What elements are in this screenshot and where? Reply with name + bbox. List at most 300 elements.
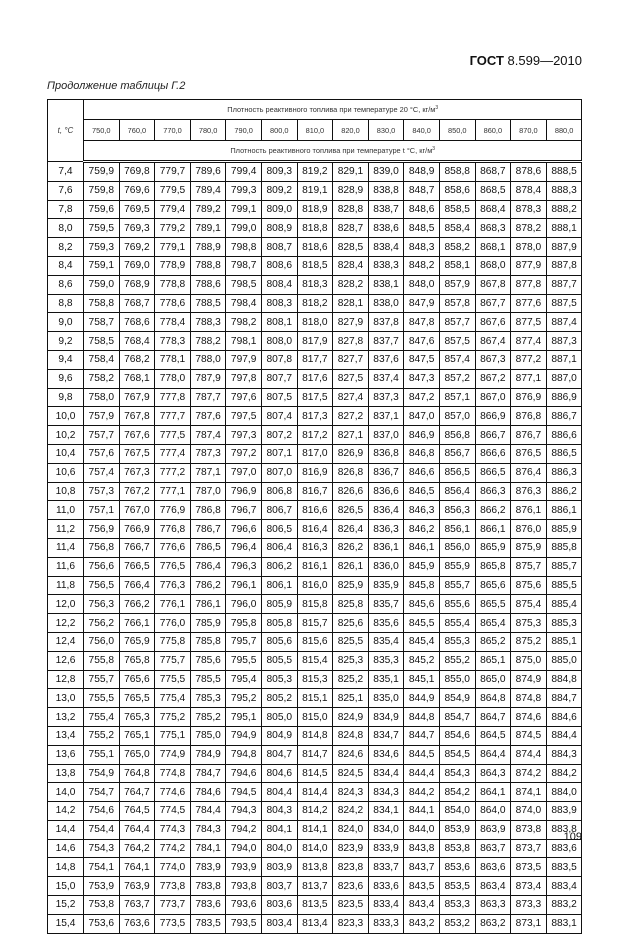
density-cell: 837,1 bbox=[368, 407, 404, 426]
density-cell: 767,5 bbox=[119, 444, 155, 463]
density-cell: 774,8 bbox=[155, 764, 191, 783]
density-cell: 807,5 bbox=[261, 388, 297, 407]
density-cell: 813,7 bbox=[297, 877, 333, 896]
density-cell: 796,1 bbox=[226, 576, 262, 595]
density-cell: 785,5 bbox=[190, 670, 226, 689]
density-cell: 806,1 bbox=[261, 576, 297, 595]
density-cell: 766,7 bbox=[119, 538, 155, 557]
density-cell: 787,1 bbox=[190, 463, 226, 482]
density-cell: 794,3 bbox=[226, 802, 262, 821]
density-cell: 875,9 bbox=[511, 538, 547, 557]
density-cell: 876,0 bbox=[511, 520, 547, 539]
density-cell: 769,2 bbox=[119, 238, 155, 257]
density-cell: 787,0 bbox=[190, 482, 226, 501]
density-cell: 826,8 bbox=[333, 463, 369, 482]
density-cell: 773,8 bbox=[155, 877, 191, 896]
density-cell: 886,3 bbox=[546, 463, 582, 482]
temperature-cell: 7,4 bbox=[48, 162, 84, 182]
density-cell: 865,8 bbox=[475, 557, 511, 576]
density-cell: 828,2 bbox=[333, 275, 369, 294]
density-cell: 857,8 bbox=[439, 294, 475, 313]
density-cell: 758,2 bbox=[84, 369, 120, 388]
density-cell: 875,4 bbox=[511, 595, 547, 614]
table-row bbox=[48, 764, 582, 783]
temperature-cell: 7,8 bbox=[48, 200, 84, 219]
density-cell: 754,9 bbox=[84, 764, 120, 783]
density-cell: 776,0 bbox=[155, 614, 191, 633]
density-cell: 764,7 bbox=[119, 783, 155, 802]
table-row bbox=[48, 275, 582, 294]
density-cell: 824,9 bbox=[333, 708, 369, 727]
table-row bbox=[48, 256, 582, 275]
density-cell: 835,6 bbox=[368, 614, 404, 633]
table-row bbox=[48, 482, 582, 501]
density-cell: 798,5 bbox=[226, 275, 262, 294]
density-cell: 863,7 bbox=[475, 839, 511, 858]
density-cell: 873,7 bbox=[511, 839, 547, 858]
density-cell: 873,1 bbox=[511, 914, 547, 933]
density-cell: 838,3 bbox=[368, 256, 404, 275]
temperature-cell: 9,8 bbox=[48, 388, 84, 407]
density-cell: 814,4 bbox=[297, 783, 333, 802]
density-cell: 836,0 bbox=[368, 557, 404, 576]
density-cell: 806,5 bbox=[261, 520, 297, 539]
density-cell: 884,3 bbox=[546, 745, 582, 764]
density-cell: 764,8 bbox=[119, 764, 155, 783]
density-cell: 798,7 bbox=[226, 256, 262, 275]
density-cell: 825,5 bbox=[333, 632, 369, 651]
density-cell: 804,9 bbox=[261, 726, 297, 745]
density-cell: 759,5 bbox=[84, 219, 120, 238]
temperature-cell: 10,4 bbox=[48, 444, 84, 463]
density-cell: 838,7 bbox=[368, 200, 404, 219]
temperature-cell: 9,6 bbox=[48, 369, 84, 388]
density-cell: 803,6 bbox=[261, 896, 297, 915]
table-row bbox=[48, 745, 582, 764]
density-cell: 856,5 bbox=[439, 463, 475, 482]
table-row bbox=[48, 407, 582, 426]
density-cell: 794,6 bbox=[226, 764, 262, 783]
density-cell: 845,9 bbox=[404, 557, 440, 576]
density-cell: 883,5 bbox=[546, 858, 582, 877]
density-cell: 805,5 bbox=[261, 651, 297, 670]
density-cell: 887,8 bbox=[546, 256, 582, 275]
column-header-value: 810,0 bbox=[297, 120, 333, 141]
density-cell: 855,9 bbox=[439, 557, 475, 576]
density-cell: 793,9 bbox=[226, 858, 262, 877]
density-cell: 767,9 bbox=[119, 388, 155, 407]
density-cell: 776,1 bbox=[155, 595, 191, 614]
density-cell: 863,2 bbox=[475, 914, 511, 933]
column-header-value: 840,0 bbox=[404, 120, 440, 141]
density-cell: 814,1 bbox=[297, 820, 333, 839]
density-cell: 856,7 bbox=[439, 444, 475, 463]
density-cell: 825,1 bbox=[333, 689, 369, 708]
density-cell: 844,0 bbox=[404, 820, 440, 839]
table-row bbox=[48, 332, 582, 351]
density-cell: 858,4 bbox=[439, 219, 475, 238]
temperature-cell: 12,8 bbox=[48, 670, 84, 689]
table-row bbox=[48, 369, 582, 388]
table-row bbox=[48, 651, 582, 670]
density-cell: 817,2 bbox=[297, 426, 333, 445]
density-cell: 837,6 bbox=[368, 350, 404, 369]
temperature-cell: 10,8 bbox=[48, 482, 84, 501]
density-cell: 827,1 bbox=[333, 426, 369, 445]
density-cell: 868,4 bbox=[475, 200, 511, 219]
density-cell: 865,2 bbox=[475, 632, 511, 651]
document-id-number: 8.599—2010 bbox=[503, 53, 582, 68]
density-cell: 788,2 bbox=[190, 332, 226, 351]
table-row bbox=[48, 632, 582, 651]
table-header bbox=[48, 100, 582, 162]
density-cell: 887,5 bbox=[546, 294, 582, 313]
density-cell: 857,9 bbox=[439, 275, 475, 294]
temperature-cell: 12,4 bbox=[48, 632, 84, 651]
density-cell: 769,6 bbox=[119, 181, 155, 200]
density-cell: 786,7 bbox=[190, 520, 226, 539]
density-cell: 827,9 bbox=[333, 313, 369, 332]
table-row bbox=[48, 426, 582, 445]
density-cell: 875,0 bbox=[511, 651, 547, 670]
density-cell: 853,6 bbox=[439, 858, 475, 877]
table-row bbox=[48, 802, 582, 821]
density-cell: 815,6 bbox=[297, 632, 333, 651]
temperature-cell: 11,8 bbox=[48, 576, 84, 595]
density-cell: 814,5 bbox=[297, 764, 333, 783]
density-cell: 883,4 bbox=[546, 877, 582, 896]
density-cell: 834,6 bbox=[368, 745, 404, 764]
column-header-value: 790,0 bbox=[226, 120, 262, 141]
density-cell: 826,5 bbox=[333, 501, 369, 520]
density-cell: 774,0 bbox=[155, 858, 191, 877]
density-cell: 806,8 bbox=[261, 482, 297, 501]
density-cell: 804,0 bbox=[261, 839, 297, 858]
density-cell: 883,6 bbox=[546, 839, 582, 858]
density-cell: 768,4 bbox=[119, 332, 155, 351]
density-cell: 805,2 bbox=[261, 689, 297, 708]
density-cell: 864,3 bbox=[475, 764, 511, 783]
density-cell: 823,3 bbox=[333, 914, 369, 933]
density-cell: 759,6 bbox=[84, 200, 120, 219]
density-t-header-sup: 3 bbox=[432, 146, 436, 152]
density-cell: 765,5 bbox=[119, 689, 155, 708]
density-cell: 768,6 bbox=[119, 313, 155, 332]
density-cell: 877,8 bbox=[511, 275, 547, 294]
table-caption: Продолжение таблицы Г.2 bbox=[47, 80, 186, 92]
density-cell: 777,2 bbox=[155, 463, 191, 482]
density-cell: 867,7 bbox=[475, 294, 511, 313]
density-cell: 813,8 bbox=[297, 858, 333, 877]
density-cell: 816,6 bbox=[297, 501, 333, 520]
density-cell: 769,5 bbox=[119, 200, 155, 219]
density-cell: 759,1 bbox=[84, 256, 120, 275]
density-cell: 848,3 bbox=[404, 238, 440, 257]
density-cell: 778,3 bbox=[155, 332, 191, 351]
density-cell: 878,2 bbox=[511, 219, 547, 238]
column-header-value: 760,0 bbox=[119, 120, 155, 141]
density-cell: 754,1 bbox=[84, 858, 120, 877]
density-cell: 885,7 bbox=[546, 557, 582, 576]
density-cell: 804,7 bbox=[261, 745, 297, 764]
table-row bbox=[48, 689, 582, 708]
density-cell: 848,6 bbox=[404, 200, 440, 219]
density-20c-header bbox=[84, 100, 582, 120]
density-cell: 858,5 bbox=[439, 200, 475, 219]
density-cell: 766,2 bbox=[119, 595, 155, 614]
density-cell: 885,0 bbox=[546, 651, 582, 670]
density-cell: 855,0 bbox=[439, 670, 475, 689]
density-cell: 783,5 bbox=[190, 914, 226, 933]
density-cell: 793,6 bbox=[226, 896, 262, 915]
column-header-value: 770,0 bbox=[155, 120, 191, 141]
temperature-cell: 11,0 bbox=[48, 501, 84, 520]
density-cell: 803,4 bbox=[261, 914, 297, 933]
density-cell: 755,1 bbox=[84, 745, 120, 764]
density-cell: 835,4 bbox=[368, 632, 404, 651]
density-cell: 777,5 bbox=[155, 426, 191, 445]
density-cell: 784,3 bbox=[190, 820, 226, 839]
temperature-cell: 9,2 bbox=[48, 332, 84, 351]
density-cell: 887,3 bbox=[546, 332, 582, 351]
temperature-cell: 8,6 bbox=[48, 275, 84, 294]
density-cell: 817,3 bbox=[297, 407, 333, 426]
density-cell: 776,6 bbox=[155, 538, 191, 557]
density-cell: 858,2 bbox=[439, 238, 475, 257]
density-cell: 826,6 bbox=[333, 482, 369, 501]
temperature-cell: 11,4 bbox=[48, 538, 84, 557]
density-cell: 799,4 bbox=[226, 162, 262, 182]
density-cell: 876,3 bbox=[511, 482, 547, 501]
density-cell: 847,2 bbox=[404, 388, 440, 407]
density-cell: 796,3 bbox=[226, 557, 262, 576]
density-cell: 864,8 bbox=[475, 689, 511, 708]
density-cell: 803,7 bbox=[261, 877, 297, 896]
density-cell: 797,9 bbox=[226, 350, 262, 369]
density-cell: 886,9 bbox=[546, 388, 582, 407]
density-cell: 794,9 bbox=[226, 726, 262, 745]
density-cell: 787,4 bbox=[190, 426, 226, 445]
density-cell: 813,4 bbox=[297, 914, 333, 933]
density-cell: 788,6 bbox=[190, 275, 226, 294]
density-cell: 767,3 bbox=[119, 463, 155, 482]
table-row bbox=[48, 219, 582, 238]
density-cell: 833,3 bbox=[368, 914, 404, 933]
density-cell: 877,9 bbox=[511, 256, 547, 275]
temperature-cell: 10,6 bbox=[48, 463, 84, 482]
density-cell: 789,6 bbox=[190, 162, 226, 182]
density-cell: 766,5 bbox=[119, 557, 155, 576]
density-cell: 835,9 bbox=[368, 576, 404, 595]
density-cell: 844,2 bbox=[404, 783, 440, 802]
temperature-cell: 10,2 bbox=[48, 426, 84, 445]
density-cell: 846,2 bbox=[404, 520, 440, 539]
density-cell: 763,6 bbox=[119, 914, 155, 933]
density-cell: 874,6 bbox=[511, 708, 547, 727]
density-cell: 824,3 bbox=[333, 783, 369, 802]
density-cell: 795,8 bbox=[226, 614, 262, 633]
density-cell: 844,1 bbox=[404, 802, 440, 821]
density-cell: 854,5 bbox=[439, 745, 475, 764]
density-cell: 863,6 bbox=[475, 858, 511, 877]
density-cell: 824,6 bbox=[333, 745, 369, 764]
density-cell: 837,8 bbox=[368, 313, 404, 332]
density-cell: 886,5 bbox=[546, 444, 582, 463]
density-cell: 756,0 bbox=[84, 632, 120, 651]
density-cell: 868,7 bbox=[475, 162, 511, 182]
density-cell: 758,8 bbox=[84, 294, 120, 313]
density-cell: 884,4 bbox=[546, 726, 582, 745]
density-cell: 864,5 bbox=[475, 726, 511, 745]
temperature-cell: 8,4 bbox=[48, 256, 84, 275]
density-cell: 824,2 bbox=[333, 802, 369, 821]
page-number: 109 bbox=[563, 831, 582, 843]
table-row bbox=[48, 501, 582, 520]
table-row bbox=[48, 576, 582, 595]
density-cell: 857,7 bbox=[439, 313, 475, 332]
density-cell: 865,9 bbox=[475, 538, 511, 557]
density-cell: 785,8 bbox=[190, 632, 226, 651]
density-cell: 787,7 bbox=[190, 388, 226, 407]
density-cell: 848,5 bbox=[404, 219, 440, 238]
density-cell: 813,5 bbox=[297, 896, 333, 915]
density-cell: 795,5 bbox=[226, 651, 262, 670]
density-cell: 783,9 bbox=[190, 858, 226, 877]
density-cell: 875,6 bbox=[511, 576, 547, 595]
density-cell: 825,3 bbox=[333, 651, 369, 670]
density-cell: 797,5 bbox=[226, 407, 262, 426]
density-cell: 838,8 bbox=[368, 181, 404, 200]
density-cell: 885,5 bbox=[546, 576, 582, 595]
density-cell: 777,4 bbox=[155, 444, 191, 463]
density-cell: 764,1 bbox=[119, 858, 155, 877]
density-cell: 798,2 bbox=[226, 313, 262, 332]
density-cell: 826,2 bbox=[333, 538, 369, 557]
density-cell: 775,8 bbox=[155, 632, 191, 651]
density-cell: 758,7 bbox=[84, 313, 120, 332]
density-cell: 788,8 bbox=[190, 256, 226, 275]
density-cell: 834,4 bbox=[368, 764, 404, 783]
temperature-cell: 15,2 bbox=[48, 896, 84, 915]
density-cell: 815,0 bbox=[297, 708, 333, 727]
density-cell: 806,4 bbox=[261, 538, 297, 557]
density-cell: 785,2 bbox=[190, 708, 226, 727]
density-cell: 819,1 bbox=[297, 181, 333, 200]
density-cell: 888,5 bbox=[546, 162, 582, 182]
density-cell: 827,8 bbox=[333, 332, 369, 351]
temperature-cell: 13,6 bbox=[48, 745, 84, 764]
density-cell: 853,3 bbox=[439, 896, 475, 915]
density-cell: 848,9 bbox=[404, 162, 440, 182]
density-cell: 878,0 bbox=[511, 238, 547, 257]
density-cell: 854,2 bbox=[439, 783, 475, 802]
density-cell: 885,1 bbox=[546, 632, 582, 651]
density-cell: 757,6 bbox=[84, 444, 120, 463]
density-cell: 863,4 bbox=[475, 877, 511, 896]
table-body bbox=[48, 162, 582, 934]
density-cell: 835,1 bbox=[368, 670, 404, 689]
density-cell: 814,8 bbox=[297, 726, 333, 745]
density-cell: 827,2 bbox=[333, 407, 369, 426]
density-cell: 807,0 bbox=[261, 463, 297, 482]
density-cell: 778,0 bbox=[155, 369, 191, 388]
density-cell: 845,4 bbox=[404, 632, 440, 651]
density-cell: 818,9 bbox=[297, 200, 333, 219]
density-cell: 759,8 bbox=[84, 181, 120, 200]
density-cell: 883,1 bbox=[546, 914, 582, 933]
density-cell: 764,5 bbox=[119, 802, 155, 821]
density-cell: 886,2 bbox=[546, 482, 582, 501]
density-cell: 774,9 bbox=[155, 745, 191, 764]
density-cell: 765,6 bbox=[119, 670, 155, 689]
density-cell: 836,7 bbox=[368, 463, 404, 482]
density-cell: 818,2 bbox=[297, 294, 333, 313]
density-cell: 843,2 bbox=[404, 914, 440, 933]
density-cell: 794,0 bbox=[226, 839, 262, 858]
density-cell: 787,3 bbox=[190, 444, 226, 463]
density-cell: 815,8 bbox=[297, 595, 333, 614]
density-cell: 767,0 bbox=[119, 501, 155, 520]
density-cell: 876,5 bbox=[511, 444, 547, 463]
density-cell: 778,6 bbox=[155, 294, 191, 313]
density-cell: 767,2 bbox=[119, 482, 155, 501]
density-cell: 853,8 bbox=[439, 839, 475, 858]
density-cell: 856,1 bbox=[439, 520, 475, 539]
density-cell: 797,2 bbox=[226, 444, 262, 463]
density-cell: 834,7 bbox=[368, 726, 404, 745]
density-cell: 838,1 bbox=[368, 275, 404, 294]
density-cell: 845,5 bbox=[404, 614, 440, 633]
density-cell: 787,9 bbox=[190, 369, 226, 388]
density-cell: 834,1 bbox=[368, 802, 404, 821]
density-cell: 786,4 bbox=[190, 557, 226, 576]
density-cell: 824,8 bbox=[333, 726, 369, 745]
density-cell: 815,3 bbox=[297, 670, 333, 689]
density-cell: 786,2 bbox=[190, 576, 226, 595]
temperature-cell: 14,4 bbox=[48, 820, 84, 839]
density-cell: 786,5 bbox=[190, 538, 226, 557]
density-cell: 866,6 bbox=[475, 444, 511, 463]
density-cell: 837,3 bbox=[368, 388, 404, 407]
density-cell: 833,9 bbox=[368, 839, 404, 858]
density-cell: 846,6 bbox=[404, 463, 440, 482]
temperature-cell: 12,2 bbox=[48, 614, 84, 633]
temperature-cell: 8,2 bbox=[48, 238, 84, 257]
temperature-cell: 13,0 bbox=[48, 689, 84, 708]
column-header-value: 860,0 bbox=[475, 120, 511, 141]
density-cell: 844,7 bbox=[404, 726, 440, 745]
temperature-cell: 9,4 bbox=[48, 350, 84, 369]
density-cell: 815,4 bbox=[297, 651, 333, 670]
temperature-cell: 13,4 bbox=[48, 726, 84, 745]
density-cell: 758,0 bbox=[84, 388, 120, 407]
column-header-value: 850,0 bbox=[439, 120, 475, 141]
density-cell: 818,5 bbox=[297, 256, 333, 275]
density-cell: 804,6 bbox=[261, 764, 297, 783]
density-cell: 769,0 bbox=[119, 256, 155, 275]
density-cell: 837,4 bbox=[368, 369, 404, 388]
density-cell: 819,2 bbox=[297, 162, 333, 182]
density-cell: 785,6 bbox=[190, 651, 226, 670]
density-20c-header-text: Плотность реактивного топлива при температуре 20 °С, кг/м bbox=[227, 105, 436, 114]
density-cell: 874,9 bbox=[511, 670, 547, 689]
density-cell: 757,1 bbox=[84, 501, 120, 520]
density-cell: 805,6 bbox=[261, 632, 297, 651]
density-cell: 784,4 bbox=[190, 802, 226, 821]
density-cell: 834,3 bbox=[368, 783, 404, 802]
density-cell: 874,8 bbox=[511, 689, 547, 708]
density-cell: 816,3 bbox=[297, 538, 333, 557]
